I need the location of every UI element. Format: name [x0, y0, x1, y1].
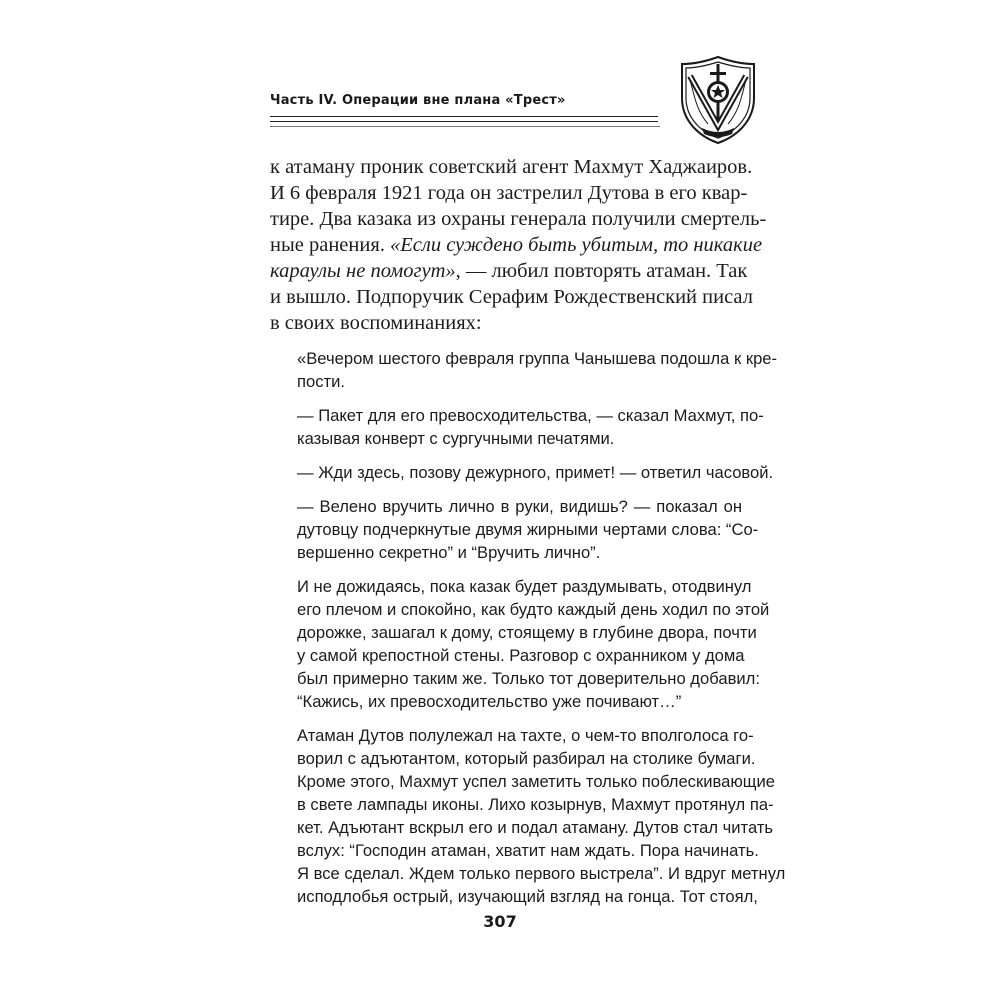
text-line: исподлобья острый, изучающий взгляд на гонца. Тот стоял, [297, 887, 758, 906]
text-line: в своих воспоминаниях: [270, 312, 482, 334]
text-line: тире. Два казака из охраны генерала получили смертель- [270, 208, 767, 230]
text-line: Кроме этого, Махмут успел заметить только поблескивающие [297, 772, 775, 791]
page-number: 307 [483, 912, 517, 931]
text-line [270, 232, 763, 258]
text-line: И 6 февраля 1921 года он застрелил Дутова в его квар- [270, 182, 748, 204]
body-text [270, 154, 767, 336]
text-line: Я все сделал. Ждем только первого выстрела”. И вдруг метнул [297, 864, 786, 883]
text-line: “Кажись, их превосходительство уже почивают…” [297, 692, 682, 711]
text-line: «Вечером шестого февраля группа Чанышева подошла к кре- [297, 349, 778, 368]
text-line: — Пакет для его превосходительства, — сказал Махмут, по- [297, 406, 764, 425]
body-paragraph [270, 154, 767, 336]
text-line: дорожке, зашагал к дому, стоящему в глубине двора, почти [297, 623, 757, 642]
quote-paragraph [297, 461, 774, 484]
text-run: ные ранения. [270, 234, 391, 256]
italic-quote: караулы не помогут» [270, 260, 456, 282]
memoir-quote [297, 347, 786, 919]
text-line: и вышло. Подпоручик Серафим Рождественский писал [270, 286, 753, 308]
text-line: ворил с адъютантом, который разбирал на столике бумаги. [297, 749, 756, 768]
text-line: пости. [297, 372, 345, 391]
cheka-shield-emblem-icon [674, 54, 762, 146]
text-line: казывая конверт с сургучными печатями. [297, 429, 615, 448]
header-rule [270, 116, 658, 117]
header-rule [270, 121, 658, 122]
text-line: к атаману проник советский агент Махмут Хаджаиров. [270, 156, 753, 178]
text-run: , — любил повторять атаман. Так [455, 260, 748, 282]
text-line: И не дожидаясь, пока казак будет раздумывать, отодвинул [297, 577, 752, 596]
text-line: его плечом и спокойно, как будто каждый день ходил по этой [297, 600, 770, 619]
text-line: — Велено вручить лично в руки, видишь? — показал он [297, 497, 742, 516]
text-line: кет. Адъютант вскрыл его и подал атаману. Дутов стал читать [297, 818, 774, 837]
quote-paragraph [297, 404, 764, 450]
text-line [270, 258, 748, 284]
quote-paragraph [297, 347, 778, 393]
running-head: Часть IV. Операции вне плана «Трест» [270, 93, 566, 108]
text-line: в свете лампады иконы. Лихо козырнув, Махмут протянул па- [297, 795, 774, 814]
text-line: вершенно секретно” и “Вручить лично”. [297, 543, 601, 562]
italic-quote: «Если суждено быть убитым, то никакие [390, 234, 763, 256]
text-line: — Жди здесь, позову дежурного, примет! — ответил часовой. [297, 463, 774, 482]
text-line: Атаман Дутов полулежал на тахте, о чем-то вполголоса го- [297, 726, 754, 745]
text-line: был примерно таким же. Только тот доверительно добавил: [297, 669, 760, 688]
text-line: у самой крепостной стены. Разговор с охранником у дома [297, 646, 745, 665]
quote-paragraph [297, 724, 786, 908]
text-line: вслух: “Господин атаман, хватит нам ждать. Пора начинать. [297, 841, 759, 860]
quote-paragraph [297, 495, 759, 564]
quote-paragraph [297, 575, 770, 713]
text-line: дутовцу подчеркнутые двумя жирными чертами слова: “Со- [297, 520, 759, 539]
header-rule [270, 126, 660, 127]
